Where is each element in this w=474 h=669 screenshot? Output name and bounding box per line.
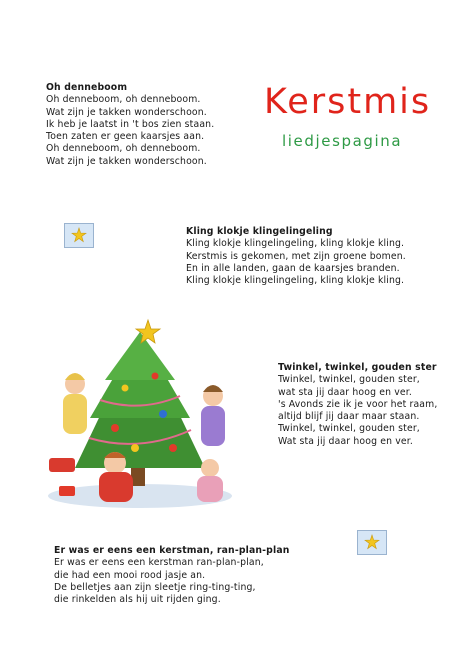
song-kling-klokje — [186, 226, 406, 287]
song-title: Er was er eens een kerstman, ran-plan-plan — [54, 545, 290, 556]
song-line: die rinkelden als hij uit rijden ging. — [54, 594, 221, 606]
christmas-tree-with-children-illustration — [45, 318, 235, 508]
song-line: Wat zijn je takken wonderschoon. — [46, 155, 207, 167]
song-kerstman-ran-plan-plan — [54, 545, 290, 606]
song-line: De belletjes aan zijn sleetje ring-ting-ting, — [54, 581, 256, 593]
song-line: 's Avonds zie ik je voor het raam, — [278, 398, 438, 410]
song-line: altijd blijf jij daar maar staan. — [278, 411, 420, 423]
song-line: Wat zijn je takken wonderschoon. — [46, 106, 207, 118]
gold-star-card-icon — [64, 223, 94, 248]
song-line: Oh denneboom, oh denneboom. — [46, 143, 201, 155]
song-line: Kerstmis is gekomen, met zijn groene bomen. — [186, 250, 406, 262]
song-line: Toen zaten er geen kaarsjes aan. — [46, 131, 205, 143]
page-subtitle: liedjespagina — [282, 132, 403, 150]
song-line: Twinkel, twinkel, gouden ster, — [278, 423, 420, 435]
song-line: Ik heb je laatst in 't bos zien staan. — [46, 118, 215, 130]
song-title: Oh denneboom — [46, 82, 128, 93]
song-line: Oh denneboom, oh denneboom. — [46, 94, 201, 106]
song-oh-denneboom — [46, 82, 214, 168]
song-line: wat sta jij daar hoog en ver. — [278, 386, 413, 398]
song-line: Kling klokje klingelingeling, kling klokje kling. — [186, 238, 405, 250]
song-line: Er was er eens een kerstman ran-plan-plan, — [54, 557, 264, 569]
song-line: die had een mooi rood jasje an. — [54, 569, 206, 581]
song-title: Twinkel, twinkel, gouden ster — [278, 362, 437, 373]
page-title: Kerstmis — [264, 82, 432, 122]
song-line: Wat sta jij daar hoog en ver. — [278, 435, 414, 447]
star-icon — [65, 224, 93, 247]
song-line: Kling klokje klingelingeling, kling klokje kling. — [186, 275, 405, 287]
song-twinkel-twinkel — [278, 362, 437, 448]
song-line: En in alle landen, gaan de kaarsjes branden. — [186, 262, 400, 274]
gold-star-card-icon — [357, 530, 387, 555]
star-icon — [358, 531, 386, 554]
song-line: Twinkel, twinkel, gouden ster, — [278, 374, 420, 386]
song-title: Kling klokje klingelingeling — [186, 226, 333, 237]
